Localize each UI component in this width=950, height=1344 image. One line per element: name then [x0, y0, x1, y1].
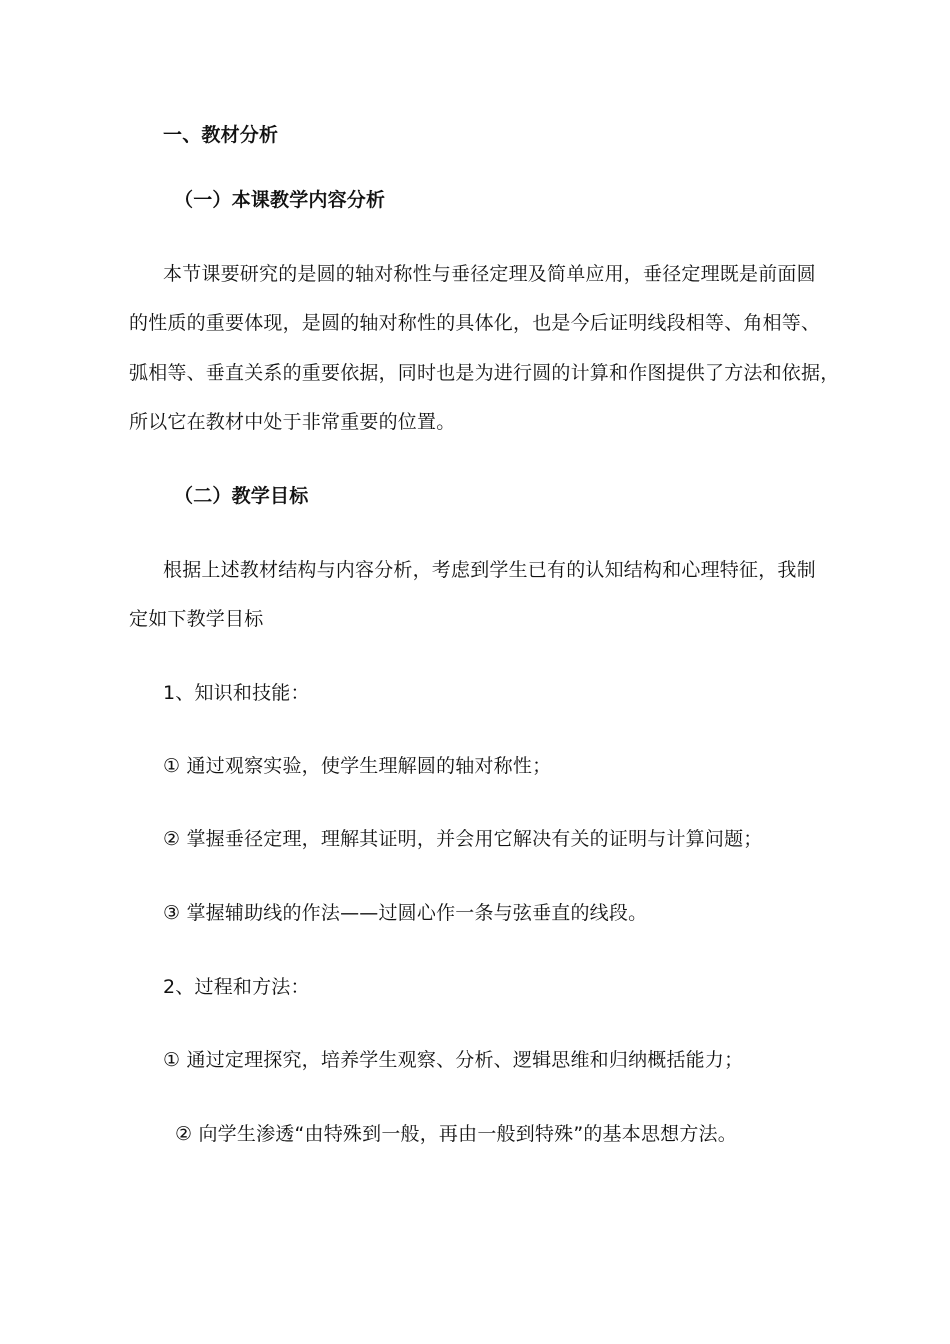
- subsection-heading: （二）教学目标: [174, 485, 309, 507]
- paragraph-line: 弧相等、垂直关系的重要依据，同时也是为进行圆的计算和作图提供了方法和依据，: [129, 362, 840, 384]
- paragraph-line: 的性质的重要体现，是圆的轴对称性的具体化，也是今后证明线段相等、角相等、: [129, 312, 821, 334]
- paragraph-line: 定如下教学目标: [129, 608, 264, 630]
- list-item: ② 掌握垂径定理，理解其证明，并会用它解决有关的证明与计算问题；: [163, 828, 763, 850]
- list-item: ③ 掌握辅助线的作法——过圆心作一条与弦垂直的线段。: [163, 902, 648, 924]
- list-item: ② 向学生渗透“由特殊到一般，再由一般到特殊”的基本思想方法。: [175, 1123, 737, 1145]
- section-heading: 一、教材分析: [163, 124, 279, 146]
- goal-title: 2、过程和方法：: [163, 976, 310, 998]
- paragraph-line: 本节课要研究的是圆的轴对称性与垂径定理及简单应用，垂径定理既是前面圆: [163, 263, 816, 285]
- subsection-heading: （一）本课教学内容分析: [174, 189, 386, 211]
- paragraph-line: 根据上述教材结构与内容分析，考虑到学生已有的认知结构和心理特征，我制: [163, 559, 816, 581]
- goal-title: 1、知识和技能：: [163, 682, 310, 704]
- paragraph-line: 所以它在教材中处于非常重要的位置。: [129, 411, 456, 433]
- list-item: ① 通过定理探究，培养学生观察、分析、逻辑思维和归纳概括能力；: [163, 1049, 744, 1071]
- list-item: ① 通过观察实验，使学生理解圆的轴对称性；: [163, 755, 552, 777]
